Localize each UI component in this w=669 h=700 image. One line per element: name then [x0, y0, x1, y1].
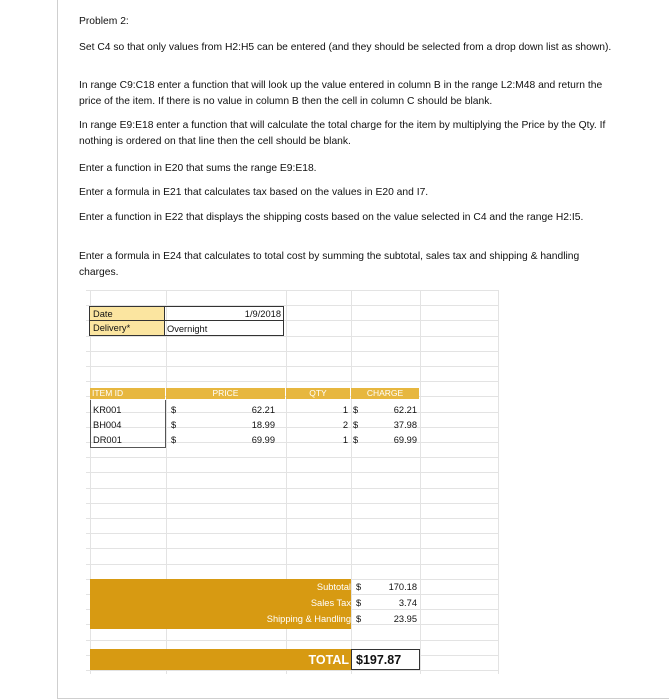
delivery-dropdown[interactable] — [165, 321, 284, 336]
delivery-label: Delivery* — [93, 323, 131, 333]
grid-column-line — [420, 290, 421, 674]
charge-value: 62.21 — [393, 405, 417, 415]
grid-row-line — [86, 290, 498, 291]
tax-currency: $ — [356, 598, 362, 608]
charge-currency: $ — [353, 405, 359, 415]
price-value: 18.99 — [251, 420, 275, 430]
instruction-3: In range E9:E18 enter a function that will calculate the total charge for the item by multiplying the Price by the Qty. If nothing is ordered on that line then the cell should be blank. — [79, 120, 606, 147]
total-label: TOTAL — [308, 653, 349, 667]
qty-value[interactable]: 2 — [342, 420, 348, 430]
instruction-2: In range C9:C18 enter a function that will look up the value entered in column B in the range L2:M48 and return the price of the item. If there is no value in column B then the cell in column C should be blank. — [79, 80, 603, 107]
tax-value: 3.74 — [398, 598, 417, 608]
qty-value[interactable]: 1 — [342, 435, 348, 445]
charge-currency: $ — [353, 435, 359, 445]
instruction-1: Set C4 so that only values from H2:H5 can be entered (and they should be selected from a drop down list as shown). — [79, 42, 612, 53]
date-label: Date — [93, 309, 113, 319]
sales-tax-label: Sales Tax — [310, 598, 351, 608]
charge-value: 69.99 — [393, 435, 417, 445]
subtotal-value: 170.18 — [388, 582, 417, 592]
price-currency: $ — [171, 405, 177, 415]
grid-row-line — [86, 472, 498, 473]
shipping-currency: $ — [356, 614, 362, 624]
instruction-7: Enter a formula in E24 that calculates to total cost by summing the subtotal, sales tax and shipping & handling charges. — [79, 251, 580, 278]
grid-row-line — [86, 670, 498, 671]
instruction-4: Enter a function in E20 that sums the range E9:E18. — [79, 163, 317, 174]
instruction-6: Enter a function in E22 that displays the shipping costs based on the value selected in C4 and the range H2:I5. — [79, 212, 584, 223]
grid-row-line — [86, 488, 498, 489]
summary-fill-left — [90, 579, 166, 629]
grid-row-line — [86, 381, 498, 382]
grid-column-line — [351, 290, 352, 674]
charge-currency: $ — [353, 420, 359, 430]
date-label-cell[interactable] — [89, 306, 165, 321]
grid-row-line — [86, 564, 498, 565]
date-value: 1/9/2018 — [244, 309, 281, 319]
item-header: ITEM ID — [90, 388, 165, 399]
grid-row-line — [86, 366, 498, 367]
price-header: PRICE — [166, 388, 285, 399]
qty-value[interactable]: 1 — [342, 405, 348, 415]
grid-column-line — [498, 290, 499, 674]
shipping-label: Shipping & Handling — [266, 614, 351, 624]
date-value-cell[interactable] — [165, 306, 284, 321]
instruction-5: Enter a formula in E21 that calculates tax based on the values in E20 and I7. — [79, 187, 429, 198]
grid-row-line — [86, 503, 498, 504]
item-id[interactable]: DR001 — [93, 435, 122, 445]
total-value: $197.87 — [356, 653, 402, 667]
charge-header: CHARGE — [351, 388, 419, 399]
item-id[interactable]: KR001 — [93, 405, 122, 415]
charge-value: 37.98 — [393, 420, 417, 430]
spreadsheet — [86, 290, 498, 674]
grid-row-line — [86, 640, 498, 641]
qty-header: QTY — [286, 388, 350, 399]
grid-row-line — [86, 336, 498, 337]
item-id[interactable]: BH004 — [93, 420, 122, 430]
price-currency: $ — [171, 420, 177, 430]
grid-row-line — [86, 457, 498, 458]
subtotal-label: Subtotal — [316, 582, 351, 592]
price-currency: $ — [171, 435, 177, 445]
total-cell[interactable] — [351, 649, 420, 670]
price-value: 69.99 — [251, 435, 275, 445]
delivery-label-cell[interactable] — [89, 321, 165, 336]
grid-row-line — [86, 533, 498, 534]
delivery-value: Overnight — [167, 324, 208, 334]
shipping-value: 23.95 — [393, 614, 417, 624]
problem-title: Problem 2: — [79, 16, 129, 27]
grid-row-line — [86, 351, 498, 352]
price-value: 62.21 — [251, 405, 275, 415]
grid-row-line — [86, 548, 498, 549]
subtotal-currency: $ — [356, 582, 362, 592]
grid-row-line — [86, 518, 498, 519]
